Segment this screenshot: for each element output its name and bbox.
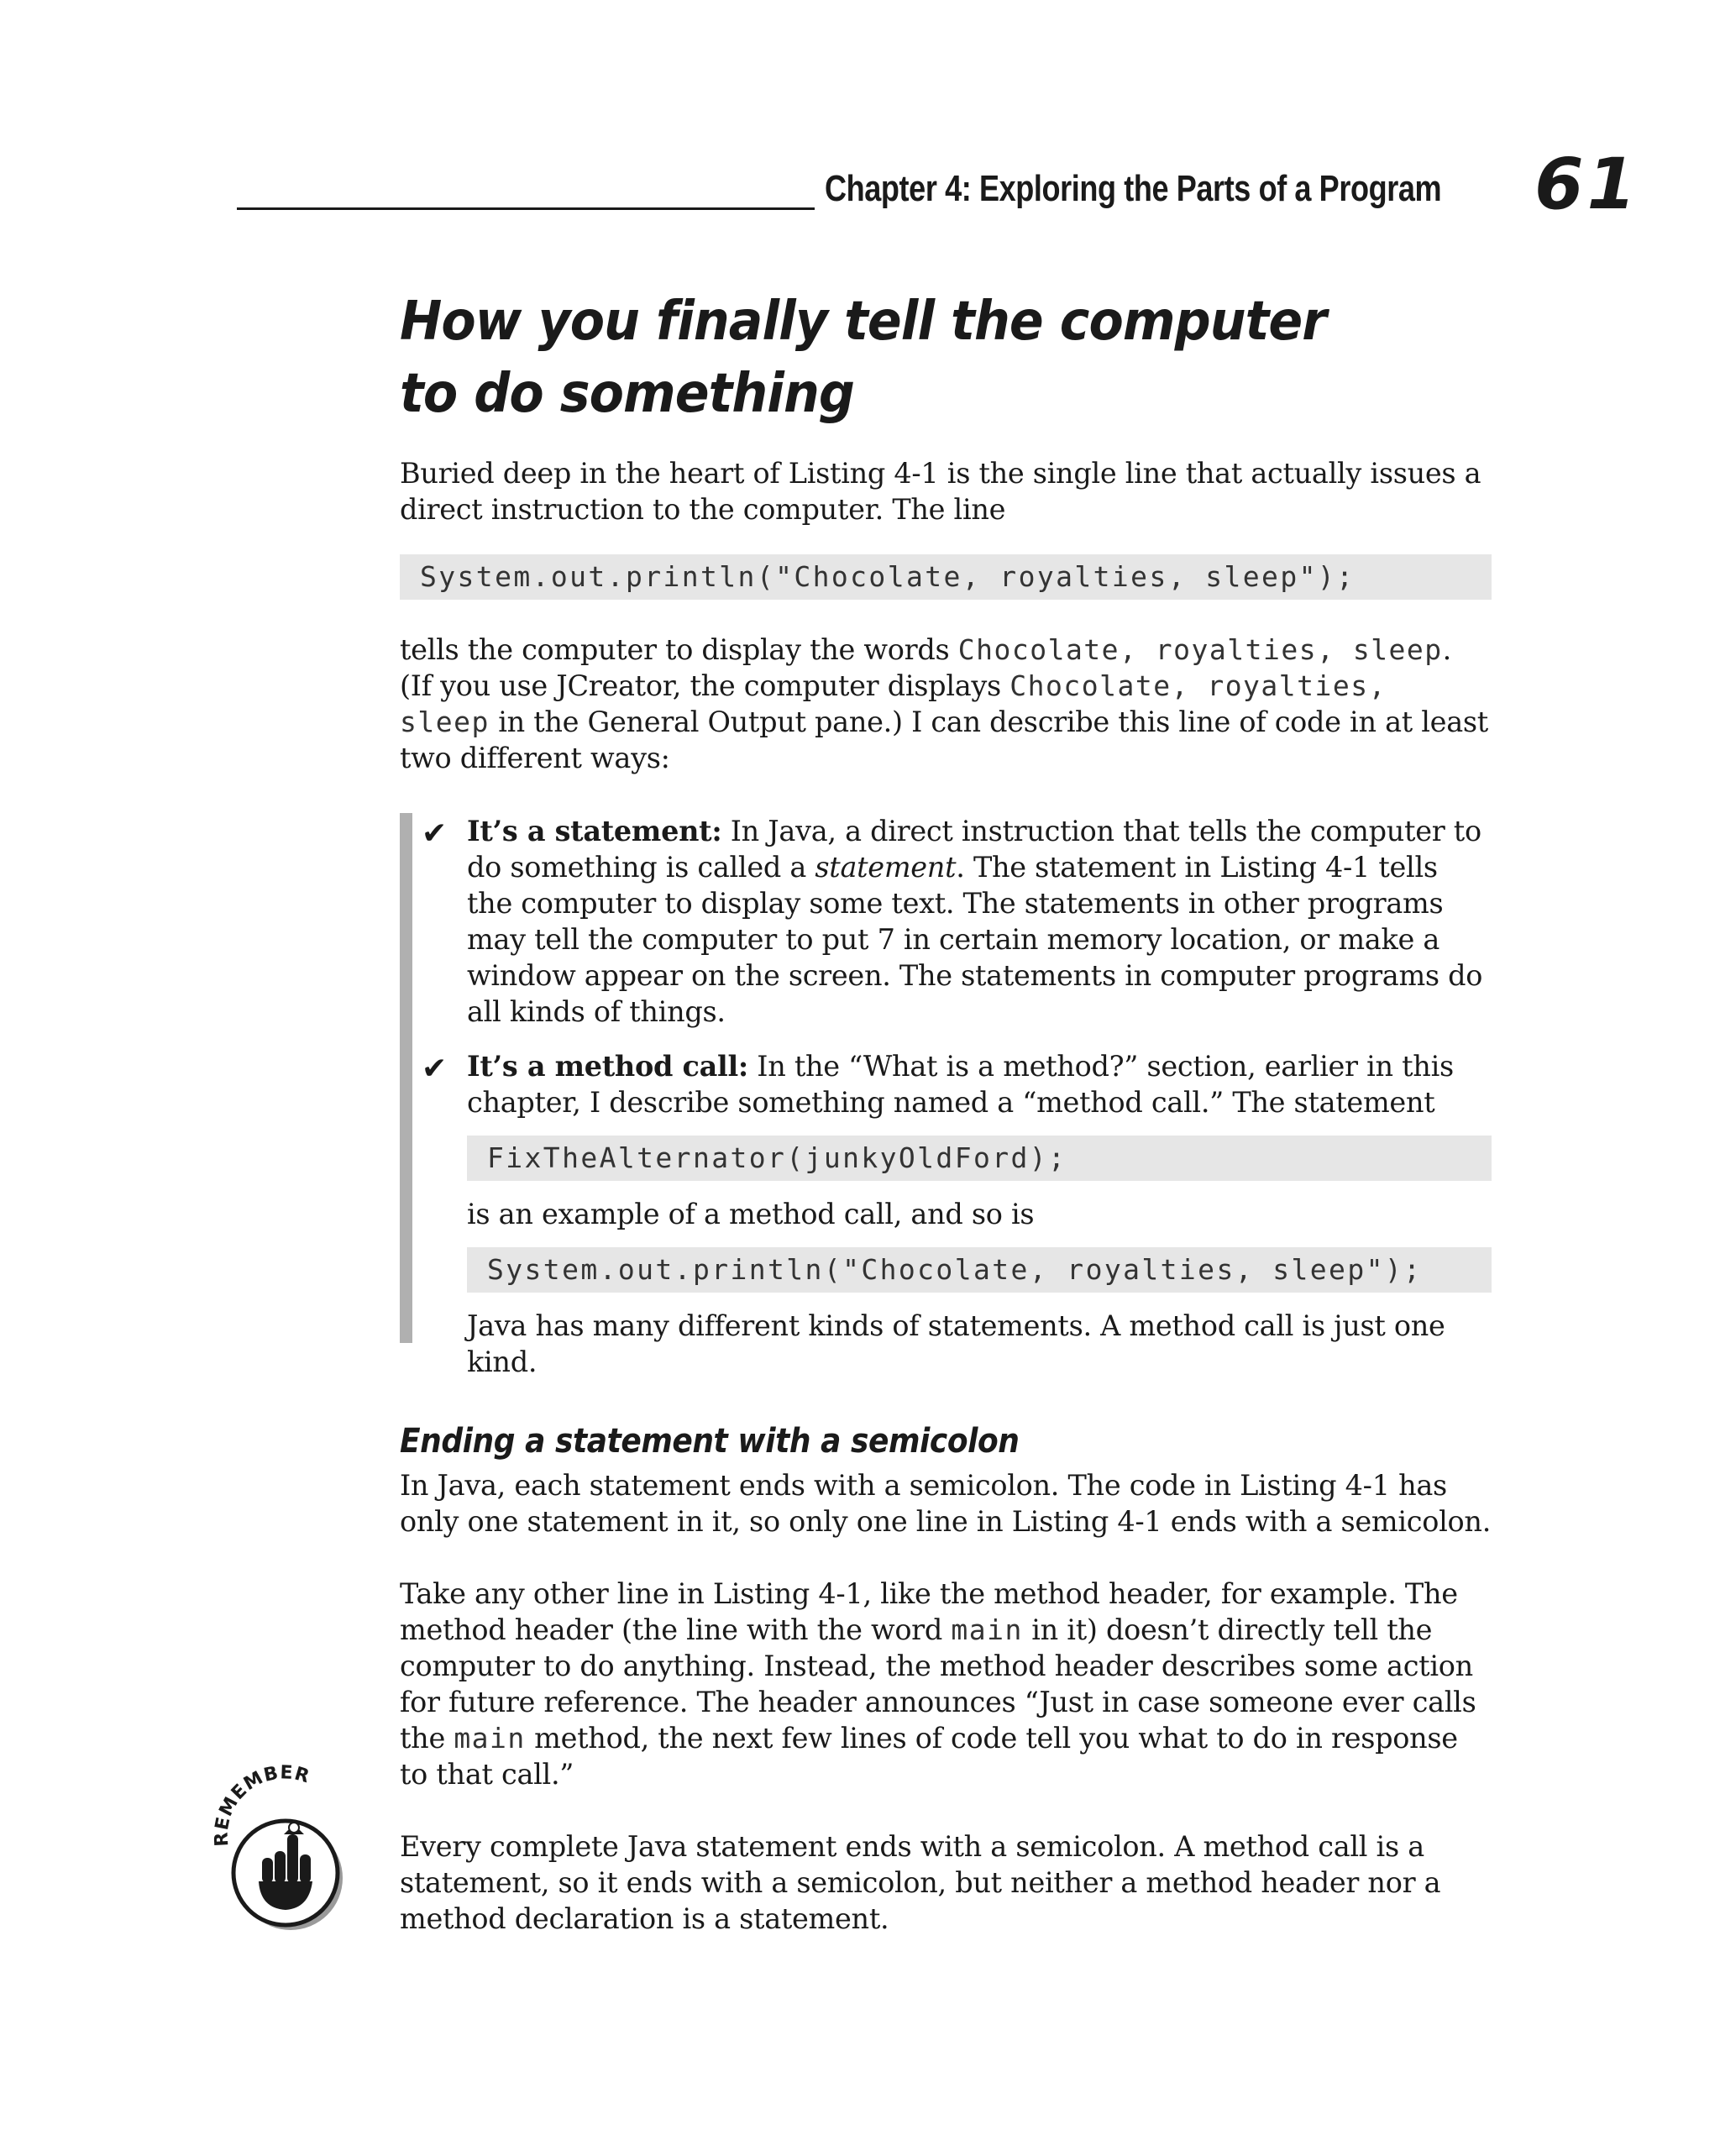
intro-paragraph: Buried deep in the heart of Listing 4-1 is the single line that actually issues a direct instruction to the computer. The line (400, 457, 1481, 526)
bullet-text-1: In the “What is a method?” section, earlier in this chapter, I describe something named a “method call.” The statement (467, 1050, 1454, 1119)
paragraph-text-1: Take any other line in Listing 4-1, like the method header, for example. The method header (the line with the word (400, 1577, 1458, 1646)
bullet-statement-text (467, 813, 1492, 1030)
section-title (400, 286, 1426, 430)
section-title-line-1: How you finally tell the computer (400, 291, 1327, 353)
bullet-between-text: is an example of a method call, and so is (467, 1198, 1035, 1230)
page-number: 61 (1534, 143, 1639, 225)
remember-icon (210, 1764, 361, 1932)
bullet-list (400, 813, 1492, 1380)
inline-code-main-2: main (454, 1722, 526, 1755)
bullet-item-method-call (422, 1048, 1492, 1380)
paragraph-text-3: method, the next few lines of code tell you what to do in response to that call.” (400, 1722, 1458, 1791)
inline-code-output-2: Chocolate, royalties, sleep (400, 669, 1387, 738)
after-code-text-2: . (If you use JCreator, the computer displays (400, 633, 1452, 702)
checkmark-icon: ✔ (422, 1052, 448, 1086)
after-code-text-3: in the General Output pane.) I can describe this line of code in at least two different ways: (400, 706, 1488, 774)
paragraph-text-2: in it) doesn’t directly tell the computer to do anything. Instead, the method header describes some action for future reference. The header announces “Just in case someone ever calls the (400, 1613, 1476, 1755)
semicolon-paragraph-1: In Java, each statement ends with a semicolon. The code in Listing 4-1 has only one statement in it, so only one line in Listing 4-1 ends with a semicolon. (400, 1469, 1492, 1538)
main-content (400, 286, 1492, 1937)
code-block-println-2: System.out.println("Chocolate, royalties, sleep"); (467, 1247, 1492, 1293)
bullet-item-statement (422, 813, 1492, 1030)
bullet-emphasis: statement (815, 851, 957, 884)
code-block-println: System.out.println("Chocolate, royalties, sleep"); (400, 554, 1492, 600)
remember-paragraph: Every complete Java statement ends with a semicolon. A method call is a statement, so it ends with a semicolon, but neither a method header nor a method declaration is a statement. (400, 1830, 1441, 1935)
semicolon-paragraph-2 (400, 1576, 1492, 1792)
bullet-list-sidebar (400, 813, 412, 1343)
remember-label: REMEMBER (211, 1764, 313, 1848)
after-code-paragraph (400, 632, 1492, 776)
running-head (237, 143, 1648, 227)
code-block-fix-alternator: FixTheAlternator(junkyOldFord); (467, 1136, 1492, 1181)
chapter-title: Chapter 4: Exploring the Parts of a Program (825, 168, 1442, 209)
bullet-closing-text: Java has many different kinds of statements. A method call is just one kind. (467, 1309, 1445, 1378)
subsection-title: Ending a statement with a semicolon (400, 1422, 1020, 1461)
inline-code-main-1: main (951, 1613, 1023, 1646)
section-title-line-2: to do something (400, 363, 854, 425)
checkmark-icon: ✔ (422, 816, 448, 851)
bullet-text-2: . The statement in Listing 4-1 tells the computer to display some text. The statements in other programs may tell the computer to put 7 in certain memory location, or make a window appear on the screen. The statements in computer programs do all kinds of things. (467, 851, 1483, 1028)
bullet-method-call-text (467, 1048, 1492, 1120)
bullet-lead: It’s a statement: (467, 815, 722, 847)
bullet-text-1: In Java, a direct instruction that tells the computer to do something is called a (467, 815, 1481, 884)
header-rule (237, 207, 815, 210)
bullet-lead: It’s a method call: (467, 1050, 748, 1083)
inline-code-output-1: Chocolate, royalties, sleep (957, 633, 1443, 666)
after-code-text-1: tells the computer to display the words (400, 633, 958, 666)
